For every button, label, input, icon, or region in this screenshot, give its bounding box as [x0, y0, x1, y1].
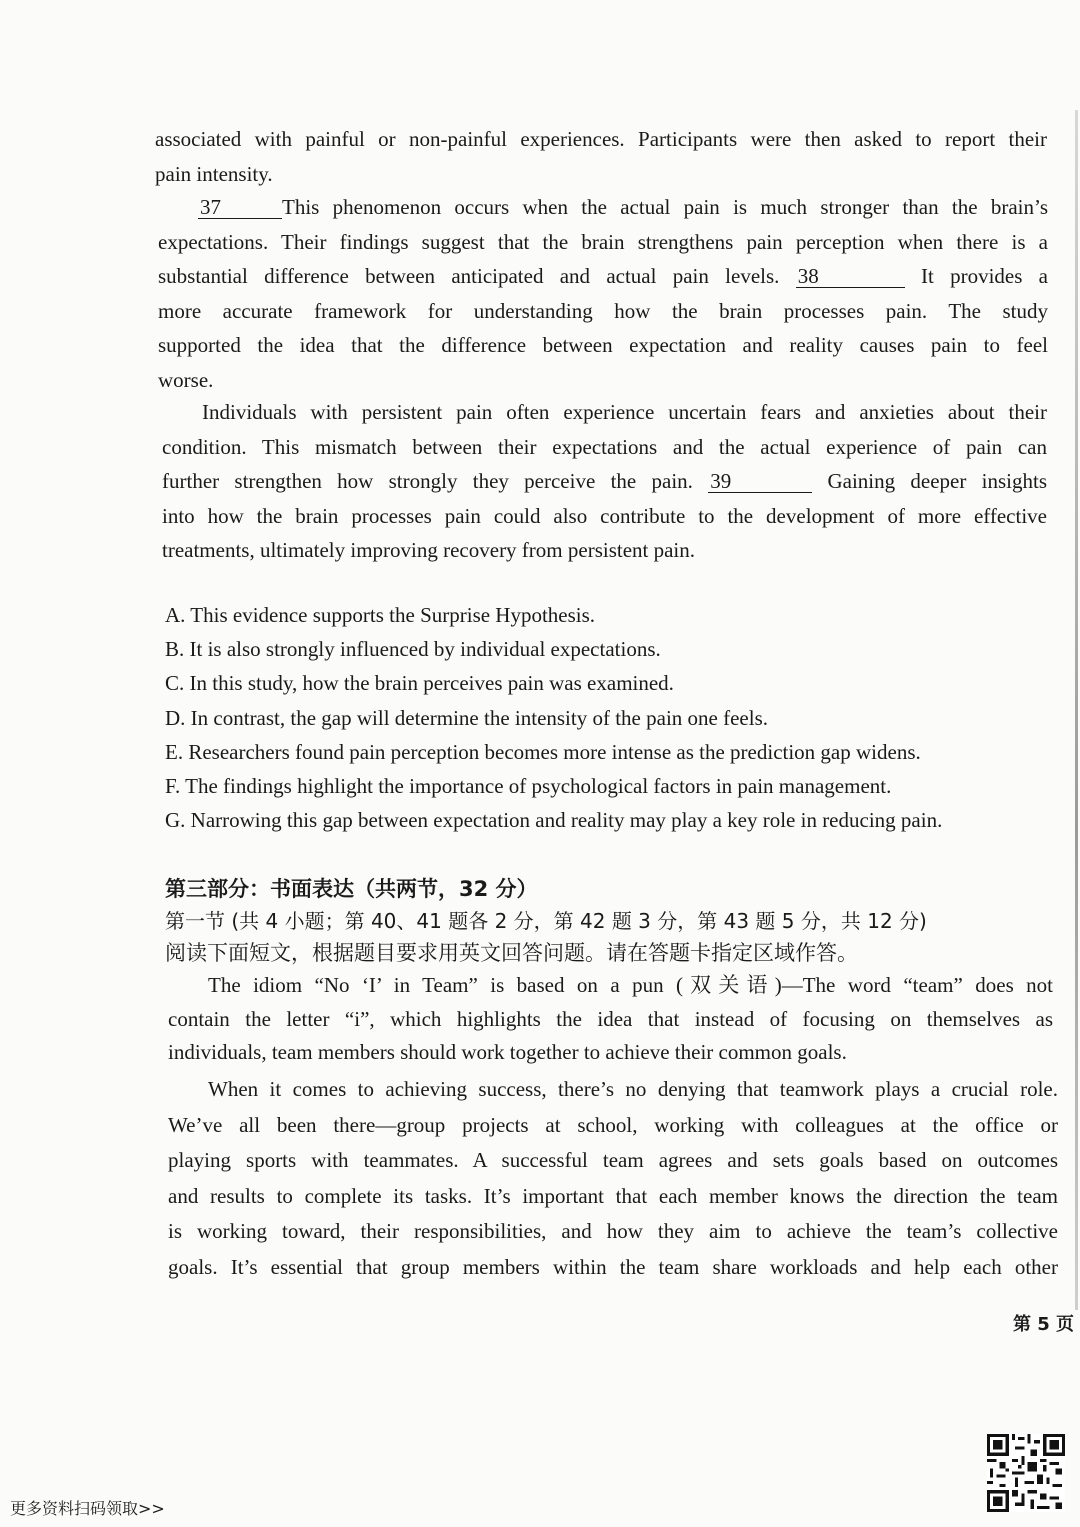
- section-instruction: 阅读下面短文，根据题目要求用英文回答问题。请在答题卡指定区域作答。: [165, 941, 858, 965]
- qr-code-icon[interactable]: [987, 1434, 1065, 1512]
- text-line: worse.: [158, 367, 214, 392]
- text-line: treatments, ultimately improving recovery from persistent pain.: [162, 538, 696, 562]
- text-line: is working toward, their responsibilities, and how they aim to achieve the team’s collective: [168, 1219, 1058, 1243]
- passage-paragraph-1: [155, 122, 1047, 191]
- text-line: further strengthen how strongly they perceive the pain. 39 Gaining deeper insights: [162, 469, 1047, 493]
- passage-paragraph-5: [168, 1072, 1058, 1285]
- text-line: condition. This mismatch between their expectations and the actual experience of pain can: [162, 434, 1047, 459]
- text-line: individuals, team members should work together to achieve their common goals.: [168, 1040, 847, 1064]
- section-3-heading: [165, 873, 927, 969]
- answer-blank-38: 38: [796, 265, 905, 288]
- section-title: 第三部分：书面表达（共两节，32 分）: [165, 877, 538, 901]
- text-line: pain intensity.: [155, 161, 273, 186]
- footer-link-text[interactable]: 更多资料扫码领取>>: [10, 1499, 165, 1518]
- text-line: goals. It’s essential that group members within the team share workloads and help each other: [168, 1254, 1058, 1279]
- text-line: more accurate framework for understanding how the brain processes pain. The study: [158, 298, 1048, 323]
- passage-paragraph-2: [158, 190, 1048, 397]
- section-subtitle: 第一节 (共 4 小题；第 40、41 题各 2 分，第 42 题 3 分，第 43 题 5 分，共 12 分): [165, 909, 927, 933]
- text-line: Individuals with persistent pain often experience uncertain fears and anxieties about their: [202, 400, 1047, 424]
- text-line: into how the brain processes pain could also contribute to the development of more effective: [162, 503, 1047, 528]
- text-line: and results to complete its tasks. It’s important that each member knows the direction the team: [168, 1183, 1058, 1208]
- passage-paragraph-4: [168, 969, 1053, 1070]
- text-line: 37 This phenomenon occurs when the actual pain is much stronger than the brain’s: [200, 195, 1048, 219]
- text-line: We’ve all been there—group projects at school, working with colleagues at the office or: [168, 1112, 1058, 1137]
- text-line: associated with painful or non-painful experiences. Participants were then asked to report their: [155, 127, 1047, 151]
- option-g: G. Narrowing this gap between expectation and reality may play a key role in reducing pain.: [165, 808, 943, 833]
- option-c: C. In this study, how the brain perceives pain was examined.: [165, 671, 674, 696]
- option-f: F. The findings highlight the importance of psychological factors in pain management.: [165, 774, 892, 799]
- page-edge-shadow: [1075, 110, 1078, 1310]
- option-b: B. It is also strongly influenced by individual expectations.: [165, 637, 661, 662]
- answer-options: [165, 598, 942, 837]
- text-line: supported the idea that the difference between expectation and reality causes pain to feel: [158, 333, 1048, 357]
- text-line: expectations. Their findings suggest that the brain strengthens pain perception when there is a: [158, 229, 1048, 254]
- text-line: contain the letter “i”, which highlights the idea that instead of focusing on themselves as: [168, 1006, 1053, 1031]
- passage-paragraph-3: [162, 395, 1047, 568]
- text-line: When it comes to achieving success, there’s no denying that teamwork plays a crucial role.: [208, 1077, 1058, 1101]
- text-line: The idiom “No ‘I’ in Team” is based on a pun (双关语)—The word “team” does not: [208, 973, 1053, 997]
- page-number: 第 5 页: [1012, 1314, 1074, 1335]
- text-line: playing sports with teammates. A successful team agrees and sets goals based on outcomes: [168, 1148, 1058, 1172]
- option-e: E. Researchers found pain perception becomes more intense as the prediction gap widens.: [165, 739, 921, 764]
- answer-blank-37: 37: [198, 196, 282, 219]
- option-d: D. In contrast, the gap will determine the intensity of the pain one feels.: [165, 705, 768, 730]
- text-line: substantial difference between anticipated and actual pain levels. 38 It provides a: [158, 264, 1048, 288]
- option-a: A. This evidence supports the Surprise Hypothesis.: [165, 603, 596, 627]
- answer-blank-39: 39: [708, 470, 812, 493]
